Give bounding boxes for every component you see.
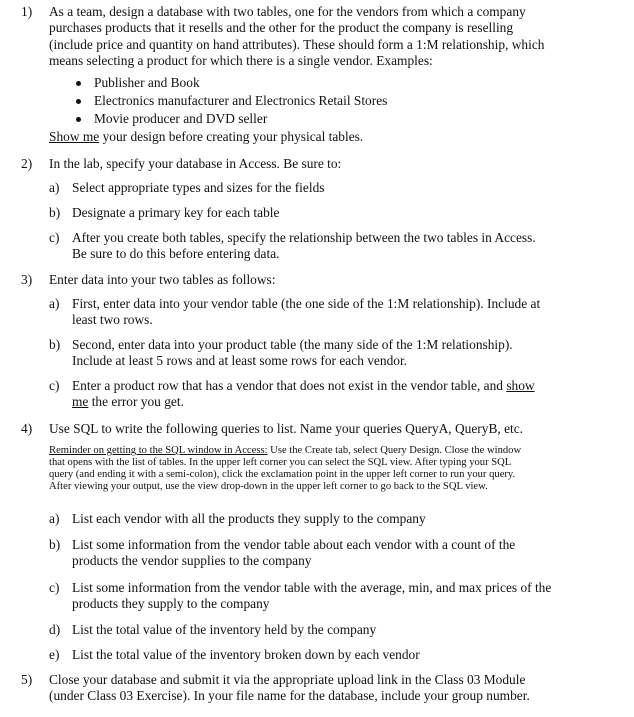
sub-item-number: d) <box>49 622 61 637</box>
item-number: 1) <box>21 4 33 19</box>
sub-item-number: c) <box>49 230 60 245</box>
reminder-line: query (and ending it with a semi-colon), click the exclamation point in the upper left corner to run your query. <box>49 469 516 480</box>
sub-item-number: b) <box>49 337 61 352</box>
paragraph-line: (under Class 03 Exercise). In your file name for the database, include your group number. <box>49 688 530 703</box>
sub-item-line: products the vendor supplies to the company <box>72 553 312 568</box>
reminder-line: After viewing your output, use the view drop-down in the upper left corner to go back to the SQL view. <box>49 481 488 492</box>
sub-item-line: products they supply to the company <box>72 596 270 611</box>
reminder-line: that opens with the list of tables. In the upper left corner you can select the SQL view. After typing your SQL <box>49 457 512 468</box>
reminder-label: Reminder on getting to the SQL window in Access: <box>49 445 268 456</box>
item-number: 5) <box>21 672 33 687</box>
sub-item-number: b) <box>49 537 61 552</box>
sub-item-line: List the total value of the inventory held by the company <box>72 622 377 637</box>
show-me-link: Show me <box>49 129 100 144</box>
sub-item-line: Include at least 5 rows and at least some rows for each vendor. <box>72 353 408 368</box>
item-number: 2) <box>21 156 33 171</box>
sub-item-line: Select appropriate types and sizes for the fields <box>72 180 325 195</box>
bullet-icon <box>76 117 81 122</box>
paragraph-line: (include price and quantity on hand attributes). These should form a 1:M relationship, which <box>49 37 545 52</box>
bullet-item: Electronics manufacturer and Electronics Retail Stores <box>94 93 388 108</box>
paragraph-line: means selecting a product for which there is a single vendor. Examples: <box>49 53 433 68</box>
paragraph-line: Use SQL to write the following queries to list. Name your queries QueryA, QueryB, etc. <box>49 421 524 436</box>
paragraph-line: Show me your design before creating your physical tables. <box>49 129 364 144</box>
sub-item-line: Be sure to do this before entering data. <box>72 246 280 261</box>
sub-item-line: List each vendor with all the products they supply to the company <box>72 511 426 526</box>
sub-item-line: me the error you get. <box>72 394 184 409</box>
sub-item-number: a) <box>49 180 60 195</box>
show-link: show <box>506 378 535 393</box>
sub-item-line: List some information from the vendor table about each vendor with a count of the <box>72 537 516 552</box>
bullet-icon <box>76 81 81 86</box>
sub-item-line: least two rows. <box>72 312 153 327</box>
item-number: 3) <box>21 272 33 287</box>
sub-item-line: Enter a product row that has a vendor that does not exist in the vendor table, and show <box>72 378 535 393</box>
reminder-line: Reminder on getting to the SQL window in Access: Use the Create tab, select Query Design. Close the window <box>49 445 522 456</box>
sub-item-number: a) <box>49 511 60 526</box>
item-number: 4) <box>21 421 33 436</box>
bullet-item: Publisher and Book <box>94 75 200 90</box>
sub-item-line: Designate a primary key for each table <box>72 205 280 220</box>
paragraph-line: Close your database and submit it via the appropriate upload link in the Class 03 Module <box>49 672 526 687</box>
me-link: me <box>72 394 89 409</box>
paragraph-line: Enter data into your two tables as follows: <box>49 272 276 287</box>
bullet-icon <box>76 99 81 104</box>
sub-item-number: c) <box>49 580 60 595</box>
sub-item-line: List the total value of the inventory broken down by each vendor <box>72 647 420 662</box>
sub-item-line: List some information from the vendor table with the average, min, and max prices of the <box>72 580 552 595</box>
sub-item-number: e) <box>49 647 60 662</box>
sub-item-line: Second, enter data into your product table (the many side of the 1:M relationship). <box>72 337 513 352</box>
sub-item-number: c) <box>49 378 60 393</box>
sub-item-number: a) <box>49 296 60 311</box>
paragraph-line: As a team, design a database with two tables, one for the vendors from which a company <box>49 4 526 19</box>
paragraph-line: purchases products that it resells and the other for the product the company is reselling <box>49 20 514 35</box>
sub-item-line: First, enter data into your vendor table (the one side of the 1:M relationship). Include at <box>72 296 541 311</box>
sub-item-line: After you create both tables, specify the relationship between the two tables in Access. <box>72 230 536 245</box>
sub-item-number: b) <box>49 205 61 220</box>
paragraph-line: In the lab, specify your database in Access. Be sure to: <box>49 156 342 171</box>
bullet-item: Movie producer and DVD seller <box>94 111 268 126</box>
